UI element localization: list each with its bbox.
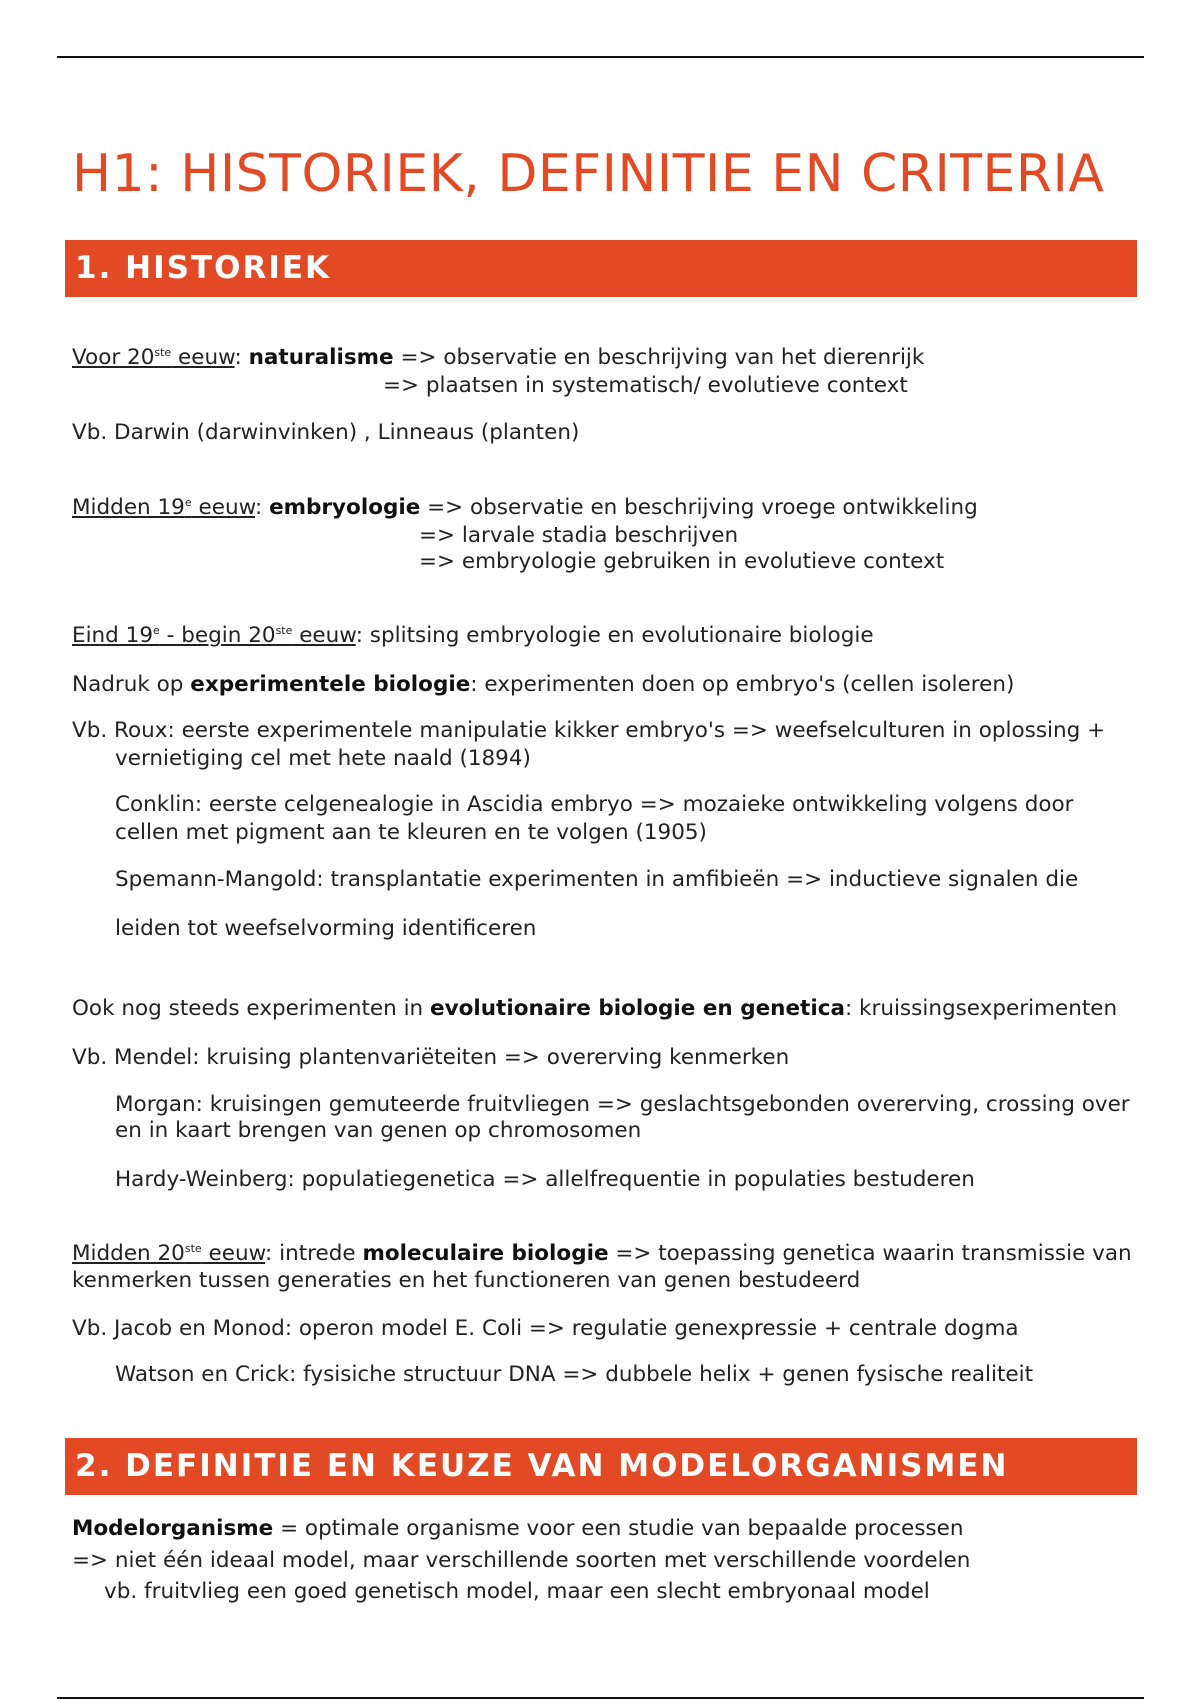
history-paragraph: Midden 19e eeuw: embryologie => observatie en beschrijving vroege ontwikkeling <box>72 495 978 520</box>
example-line: en in kaart brengen van genen op chromosomen <box>115 1118 642 1143</box>
keyword: Modelorganisme <box>72 1516 274 1541</box>
page-title: H1: HISTORIEK, DEFINITIE EN CRITERIA <box>72 144 1105 204</box>
history-line: => larvale stadia beschrijven <box>419 523 739 548</box>
history-paragraph: Voor 20ste eeuw: naturalisme => observatie en beschrijving van het dierenrijk <box>72 345 925 370</box>
period-label: Midden 20ste eeuw <box>72 1241 266 1266</box>
definition-line: => niet één ideaal model, maar verschillende soorten met verschillende voordelen <box>72 1548 971 1573</box>
history-paragraph: Midden 20ste eeuw: intrede moleculaire biologie => toepassing genetica waarin transmissie van <box>72 1241 1132 1266</box>
history-line: kenmerken tussen generaties en het functioneren van genen bestudeerd <box>72 1268 861 1293</box>
history-line: => plaatsen in systematisch/ evolutieve context <box>383 373 908 398</box>
definition-line: vb. fruitvlieg een goed genetisch model, maar een slecht embryonaal model <box>104 1579 930 1604</box>
keyword: naturalisme <box>248 345 394 370</box>
example-line: vernietiging cel met hete naald (1894) <box>115 746 531 771</box>
keyword: evolutionaire biologie en genetica <box>430 996 845 1021</box>
history-line: Nadruk op experimentele biologie: experimenten doen op embryo's (cellen isoleren) <box>72 672 1015 697</box>
example-line: cellen met pigment aan te kleuren en te volgen (1905) <box>115 820 707 845</box>
example-line: Vb. Darwin (darwinvinken) , Linneaus (planten) <box>72 420 580 445</box>
history-paragraph: Eind 19e - begin 20ste eeuw: splitsing embryologie en evolutionaire biologie <box>72 623 874 648</box>
period-label: Voor 20ste eeuw <box>72 345 235 370</box>
example-line: Morgan: kruisingen gemuteerde fruitvliegen => geslachtsgebonden overerving, crossing over <box>115 1092 1130 1117</box>
top-rule <box>57 56 1144 58</box>
period-label: Midden 19e eeuw <box>72 495 255 520</box>
definition-paragraph: Modelorganisme = optimale organisme voor een studie van bepaalde processen <box>72 1516 964 1541</box>
history-line: => embryologie gebruiken in evolutieve context <box>419 549 945 574</box>
example-line: Spemann-Mangold: transplantatie experimenten in amfibieën => inductieve signalen die <box>115 867 1079 892</box>
keyword: embryologie <box>269 495 421 520</box>
example-line: Conklin: eerste celgenealogie in Ascidia embryo => mozaieke ontwikkeling volgens door <box>115 792 1074 817</box>
example-line: Watson en Crick: fysisiche structuur DNA => dubbele helix + genen fysische realiteit <box>115 1362 1034 1387</box>
section-heading-definitie: 2. DEFINITIE EN KEUZE VAN MODELORGANISMEN <box>65 1438 1137 1495</box>
keyword: moleculaire biologie <box>362 1241 609 1266</box>
example-line: Vb. Jacob en Monod: operon model E. Coli => regulatie genexpressie + centrale dogma <box>72 1316 1019 1341</box>
example-line: Hardy-Weinberg: populatiegenetica => allelfrequentie in populaties bestuderen <box>115 1167 975 1192</box>
section-heading-historiek: 1. HISTORIEK <box>65 240 1137 297</box>
bottom-rule <box>57 1697 1144 1699</box>
example-line: Vb. Roux: eerste experimentele manipulatie kikker embryo's => weefselculturen in oplossing + <box>72 718 1106 743</box>
history-paragraph: Ook nog steeds experimenten in evolutionaire biologie en genetica: kruissingsexperimenten <box>72 996 1118 1021</box>
example-line: leiden tot weefselvorming identificeren <box>115 916 537 941</box>
example-line: Vb. Mendel: kruising plantenvariëteiten => overerving kenmerken <box>72 1045 790 1070</box>
keyword: experimentele biologie <box>190 672 471 697</box>
period-label: Eind 19e - begin 20ste eeuw <box>72 623 356 648</box>
